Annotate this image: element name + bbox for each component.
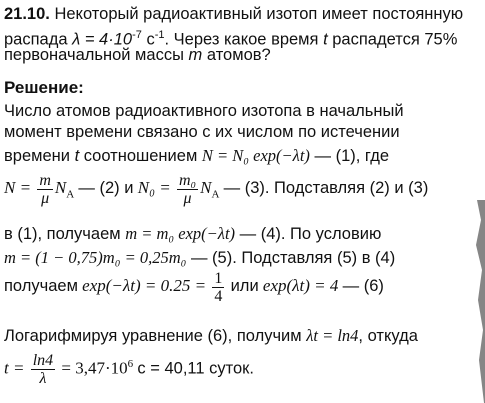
equation-3-lhs: N₀ = — [137, 178, 171, 197]
equation-3-label: — (3). Подставляя (2) и (3) — [223, 179, 429, 197]
solution-text-8b: , откуда — [358, 327, 418, 345]
fraction-numerator: m₀ — [178, 171, 197, 189]
solution-text-3c: — (1), где — [314, 147, 389, 165]
solution-line-3 — [4, 146, 389, 166]
fraction-denominator: μ — [183, 189, 192, 207]
equation-2-lhs: N = — [4, 178, 32, 197]
solution-line-9 — [4, 346, 254, 386]
time-symbol-2: t — [74, 147, 80, 165]
answer-result: с = 40,11 суток. — [137, 359, 254, 378]
problem-number: 21.10. — [4, 5, 50, 23]
solution-line-5 — [4, 224, 381, 244]
solution-line-4 — [4, 170, 428, 210]
avogadro-subscript: A — [211, 188, 220, 201]
equation-log: λt = ln4 — [306, 326, 359, 345]
problem-text-2c: распадется 75% — [332, 30, 458, 49]
solution-text-8a: Логарифмируя уравнение (6), получим — [4, 327, 302, 345]
decay-constant-formula: λ = 4·10 — [72, 30, 133, 49]
fraction-m0-mu — [177, 172, 198, 207]
problem-text-3b: атомов? — [206, 46, 271, 64]
time-symbol: t — [323, 30, 328, 49]
equation-4: m = m₀ exp(−λt) — [125, 224, 236, 243]
equation-1: N = N₀ exp(−λt) — [201, 146, 310, 165]
fraction-m-mu — [37, 172, 53, 207]
solution-line-1: Число атомов радиоактивного изотопа в начальный — [4, 102, 404, 120]
answer-value: = 3,47·10 — [61, 358, 128, 378]
equation-6-part: exp(−λt) = 0.25 = — [82, 276, 207, 295]
fraction-numerator: ln4 — [32, 352, 54, 370]
mass-symbol: m — [188, 46, 203, 64]
solution-line-7 — [4, 268, 384, 308]
solution-text-7a: получаем — [4, 277, 78, 295]
problem-text-2a: распада — [4, 30, 68, 49]
problem-line-1 — [4, 4, 463, 24]
solution-text-7b: или — [230, 277, 259, 295]
fraction-ln4-lambda — [31, 352, 55, 387]
fraction-one-quarter — [212, 270, 224, 305]
problem-line-3 — [4, 45, 271, 65]
solution-text-3a: времени — [4, 147, 70, 165]
solution-line-2: момент времени связано с их числом по истечении — [4, 123, 400, 141]
avogadro-symbol: N — [200, 178, 212, 197]
problem-text-3: первоначальной массы — [4, 46, 184, 64]
page-edge-scan-artifact — [467, 200, 485, 403]
answer-lhs: t = — [4, 358, 25, 378]
fraction-numerator: 1 — [214, 269, 223, 287]
equation-6: exp(λt) = 4 — [262, 276, 339, 295]
problem-text-1: Некоторый радиоактивный изотоп имеет постоянную — [54, 5, 464, 23]
decay-constant-exponent: -7 — [132, 29, 142, 41]
equation-2-label: — (2) и — [78, 179, 134, 197]
fraction-denominator: λ — [39, 370, 47, 388]
solution-text-3b: соотношением — [83, 147, 198, 165]
problem-text-2b: . Через какое время — [164, 30, 319, 49]
solution-line-8 — [4, 326, 418, 346]
solution-text-5b: — (4). По условию — [239, 225, 382, 243]
equation-5: m = (1 − 0,75)m₀ = 0,25m₀ — [4, 248, 187, 267]
answer-exponent: 6 — [127, 358, 134, 370]
avogadro-symbol: N — [54, 178, 67, 197]
fraction-numerator: m — [39, 171, 51, 189]
solution-text-5a: в (1), получаем — [4, 225, 121, 243]
solution-text-6b: — (5). Подставляя (5) в (4) — [190, 249, 396, 267]
solution-heading: Решение: — [4, 78, 84, 97]
decay-constant-unit-exponent: -1 — [154, 29, 165, 41]
fraction-denominator: 4 — [214, 287, 223, 305]
fraction-denominator: μ — [41, 189, 50, 207]
equation-6-label: — (6) — [342, 277, 384, 295]
solution-line-6 — [4, 248, 395, 268]
avogadro-subscript: A — [66, 188, 75, 201]
decay-constant-unit: с — [146, 30, 155, 49]
